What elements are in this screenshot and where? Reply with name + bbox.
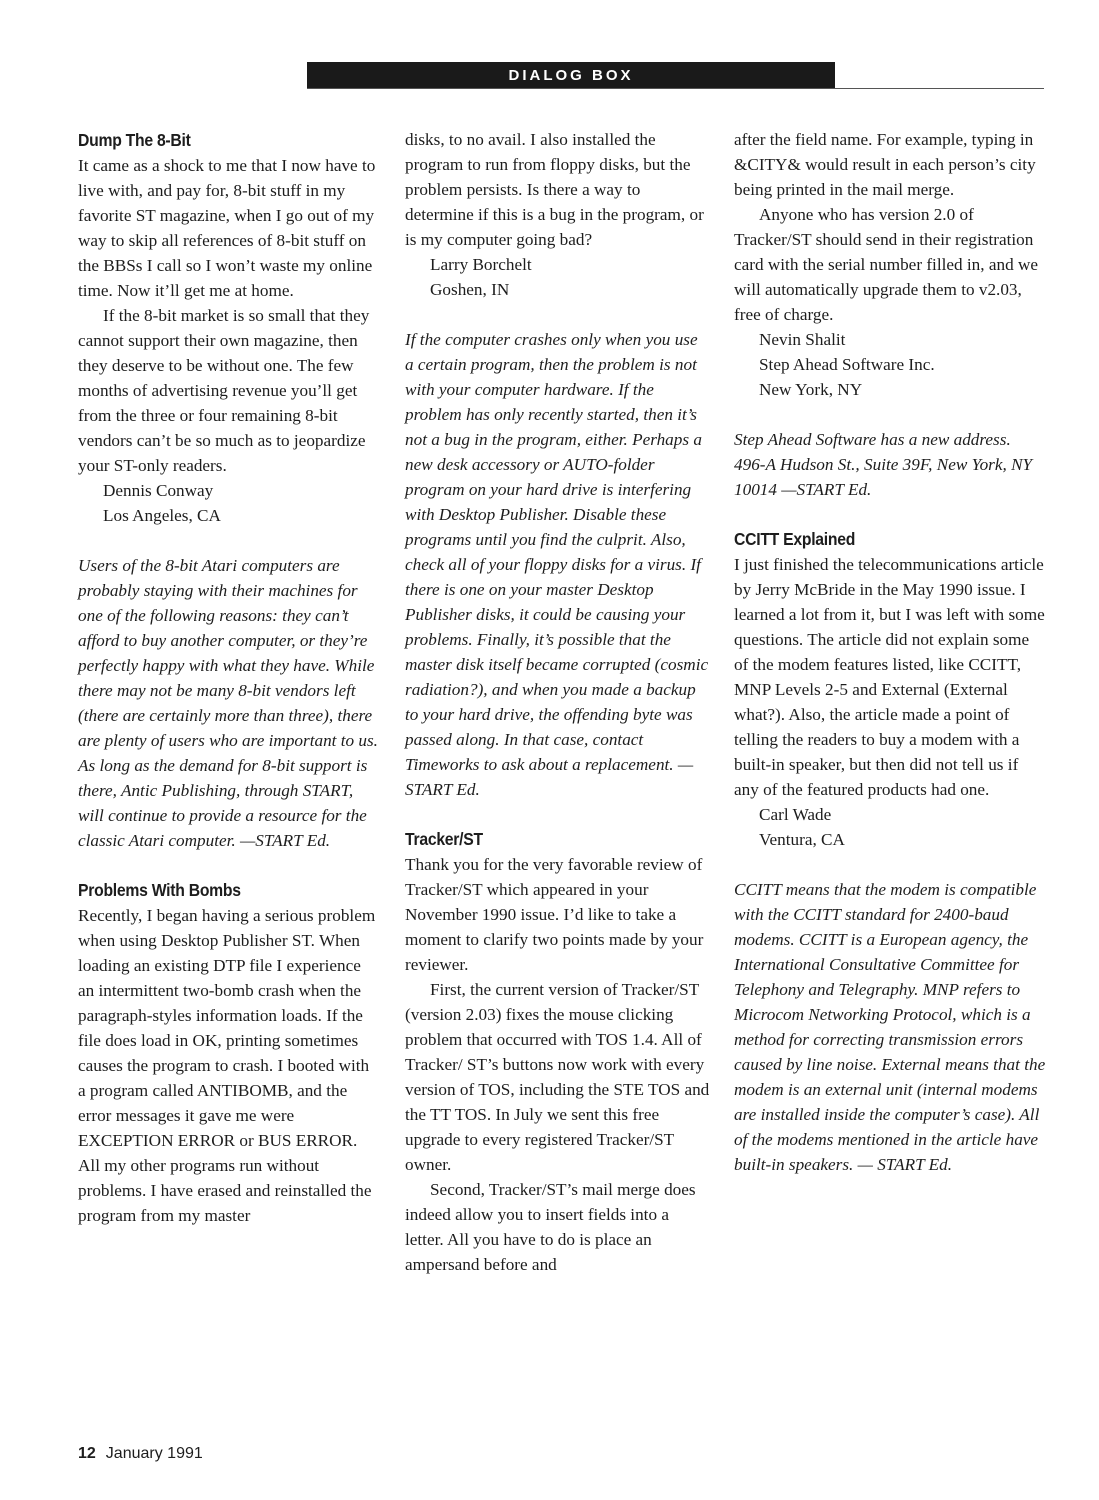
letter-dump-paragraph-1: It came as a shock to me that I now have to live with, and pay for, 8-bit stuff in my favorite ST magazine, when I go out of my way to skip all references of 8-bit stuff on the BBSs I call so I won’t waste my online time. Now it’ll get me at home. (78, 156, 376, 300)
section-header-bar (307, 62, 835, 88)
letter-dump-paragraph-2: If the 8-bit market is so small that they cannot support their own magazine, then they deserve to be without one. The few months of advertising revenue you’ll get from the three or four remaining 8-bit vendors can’t be so much as to jeopardize your ST-only readers. (78, 306, 370, 475)
letter-bombs-paragraph-1b: disks, to no avail. I also installed the program to run from floppy disks, but the problem persists. Is there a way to determine if this is a bug in the program, or is my computer going bad? (405, 130, 704, 249)
letter-tracker-paragraph-3b: after the field name. For example, typing in &CITY& would result in each person’s city being printed in the mail merge. (734, 130, 1036, 199)
letter-title-dump-8bit: Dump The 8-Bit (78, 130, 191, 150)
letter-ccitt-signer: Carl Wade (759, 805, 832, 824)
section-label: DIALOG BOX (508, 66, 634, 84)
header-rule (307, 88, 1044, 89)
letter-dump-signer: Dennis Conway (103, 481, 214, 500)
page-number: 12 (78, 1445, 96, 1462)
letter-tracker-paragraph-3a: Second, Tracker/ST’s mail merge does indeed allow you to insert fields into a letter. All you have to do is place an ampersand before and (405, 1180, 696, 1274)
letter-ccitt-location: Ventura, CA (759, 830, 845, 849)
editor-reply-dump: Users of the 8-bit Atari computers are probably staying with their machines for one of the following reasons: they can’t afford to buy another computer, or they’re perfectly happy with what they have. While there may not be many 8-bit vendors left (there are certainly more than three), there are plenty of users who are important to us. As long as the demand for 8-bit support is there, Antic Publishing, through START, will continue to provide a resource for the classic Atari computer. —START Ed. (78, 556, 378, 850)
editor-reply-ccitt: CCITT means that the modem is compatible with the CCITT standard for 2400-baud modems. CCITT is a European agency, the International Consultative Committee for Telephony and Telegraphy. MNP refers to Microcom Networking Protocol, which is a method for correcting transmission errors caused by line noise. External means that the modem is an external unit (internal modems are installed inside the computer’s case). All of the modems mentioned in the article have built-in speakers. — START Ed. (734, 880, 1046, 1174)
letter-ccitt-paragraph-1: I just finished the telecommunications article by Jerry McBride in the May 1990 issue. I learned a lot from it, but I was left with some questions. The article did not explain some of the modem features listed, like CCITT, MNP Levels 2-5 and External (External what?). Also, the article made a point of telling the readers to buy a modem with a built-in speaker, but then did not tell us if any of the featured products had one. (734, 555, 1045, 799)
column-3 (734, 127, 1046, 1177)
column-2 (405, 127, 710, 1277)
issue-date: January 1991 (105, 1445, 203, 1462)
letter-tracker-paragraph-2: First, the current version of Tracker/ST (version 2.03) fixes the mouse clicking problem that occurred with TOS 1.4. All of Tracker/ ST’s buttons now work with every version of TOS, including the STE TOS and the TT TOS. In July we sent this free upgrade to every registered Tracker/ST owner. (405, 980, 710, 1174)
page-footer (78, 1445, 203, 1463)
letter-dump-location: Los Angeles, CA (103, 506, 221, 525)
letter-tracker-paragraph-4: Anyone who has version 2.0 of Tracker/ST should send in their registration card with the serial number filled in, and we will automatically upgrade them to v2.03, free of charge. (734, 205, 1039, 324)
editor-reply-bombs: If the computer crashes only when you use a certain program, then the problem is not with your computer hardware. If the problem has only recently started, then it’s not a bug in the program, either. Perhaps a new desk accessory or AUTO-folder program on your hard drive is interfering with Desktop Publisher. Disable these programs until you find the culprit. Also, check all of your floppy disks for a virus. If there is one on your master Desktop Publisher disks, it could be causing your problems. Finally, it’s possible that the master disk itself became corrupted (cosmic radiation?), and when you made a backup to your hard drive, the offending byte was passed along. In that case, contact Timeworks to ask about a replacement. —START Ed. (405, 330, 709, 799)
letter-bombs-location: Goshen, IN (430, 280, 510, 299)
letter-tracker-paragraph-1: Thank you for the very favorable review of Tracker/ST which appeared in your November 1990 issue. I’d like to take a moment to clarify two points made by your reviewer. (405, 855, 704, 974)
letter-bombs-signer: Larry Borchelt (430, 255, 532, 274)
letter-tracker-company: Step Ahead Software Inc. (759, 355, 935, 374)
editor-reply-tracker: Step Ahead Software has a new address. 496-A Hudson St., Suite 39F, New York, NY 10014 —START Ed. (734, 430, 1033, 499)
letter-bombs-paragraph-1a: Recently, I began having a serious problem when using Desktop Publisher ST. When loading an existing DTP file I experience an intermittent two-bomb crash when the paragraph-styles information loads. If the file does load in OK, printing sometimes causes the program to crash. I booted with a program called ANTIBOMB, and the error messages it gave me were EXCEPTION ERROR or BUS ERROR. All my other programs run without problems. I have erased and reinstalled the program from my master (78, 906, 376, 1225)
letter-title-problems-bombs: Problems With Bombs (78, 880, 241, 900)
letter-title-tracker-st: Tracker/ST (405, 829, 483, 849)
letter-tracker-location: New York, NY (759, 380, 863, 399)
letter-tracker-signer: Nevin Shalit (759, 330, 846, 349)
column-1 (78, 127, 378, 1228)
letter-title-ccitt-explained: CCITT Explained (734, 529, 856, 549)
